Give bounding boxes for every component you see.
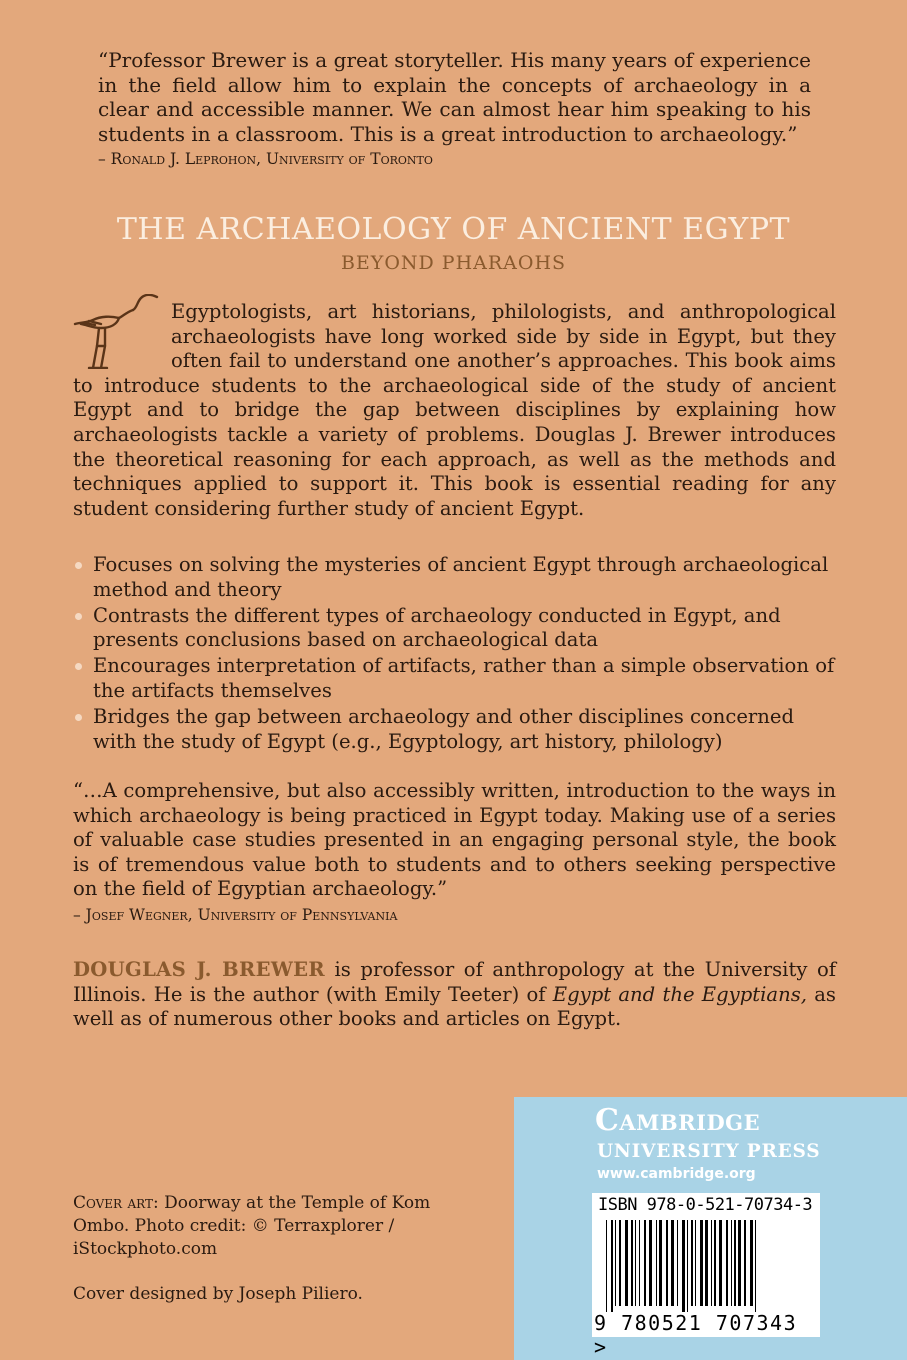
barcode-bar [649,1220,652,1306]
barcode-bar [738,1220,741,1306]
ibis-hieroglyph-icon [71,294,165,369]
barcode-bar [666,1220,668,1306]
list-item: Contrasts the different types of archaeology conducted in Egypt, and presents conclusions based on archaeological data [73,604,836,653]
barcode-bar [695,1220,696,1306]
list-item: Bridges the gap between archaeology and other disciplines concerned with the study of Egypt (e.g., Egyptology, art history, philology) [73,705,836,754]
book-description [73,300,836,521]
barcode-bar [639,1220,640,1306]
barcode-bar [677,1220,678,1306]
publisher-url: www.cambridge.org [597,1166,756,1182]
barcode-bar [705,1220,708,1306]
barcode-bar [635,1220,636,1306]
barcode-bar [700,1220,703,1306]
barcode-bar [606,1220,607,1312]
isbn-barcode [592,1193,820,1359]
barcode-bar [687,1220,688,1312]
barcode-bar [691,1220,693,1306]
publisher-name: Cambridge [595,1103,761,1138]
cover-designer-credit: Cover designed by Joseph Piliero. [73,1284,363,1304]
author-bio-text-1: is professor of anthropology at the University of Illinois. He is the author (with Emily Teeter) of [73,958,836,1006]
author-bio-text-2: as well as of numerous other books and articles on Egypt. [73,982,836,1031]
cover-art-text: Doorway at the Temple of Kom Ombo. Photo credit: © Terraxplorer / iStockphoto.com [73,1193,431,1259]
barcode-bar [682,1220,685,1312]
barcode-bar [656,1220,657,1306]
barcode-bar [750,1220,753,1306]
bullet-icon [75,562,82,569]
barcode-bar [726,1220,728,1306]
bottom-review-attribution: – Josef Wegner, University of Pennsylvania [73,905,398,924]
book-subtitle: BEYOND PHARAOHS [340,252,567,274]
top-review-attribution: – Ronald J. Leprohon, University of Toronto [98,150,433,168]
bullet-icon [75,714,82,721]
barcode-bar [615,1220,616,1306]
barcode-bar [659,1220,662,1306]
list-item: Encourages interpretation of artifacts, rather than a simple observation of the artifacts themselves [73,654,836,703]
bottom-review-quote [73,779,836,928]
list-item: Focuses on solving the mysteries of ancient Egypt through archaeological method and theory [73,553,836,602]
author-bio [73,958,836,1032]
barcode-bar [734,1220,736,1306]
barcode-bar [711,1220,712,1306]
barcode-bar [671,1220,674,1306]
related-book-title: Egypt and the Egyptians, [552,982,807,1006]
top-review-quote [98,48,811,172]
barcode-bar [719,1220,722,1306]
barcode-bar [619,1220,621,1306]
barcode-bar [625,1220,628,1306]
barcode-bar [714,1220,716,1306]
barcode-bar [611,1220,613,1312]
barcode-bars [606,1220,806,1312]
barcode-bar [644,1220,646,1306]
book-title: THE ARCHAEOLOGY OF ANCIENT EGYPT [116,212,791,247]
barcode-digits: 9 780521 707343 > [594,1311,798,1359]
barcode-bar [731,1220,732,1306]
barcode-bar [744,1220,746,1306]
barcode-bar [755,1220,756,1312]
barcode-bar [631,1220,633,1306]
top-review-text: “Professor Brewer is a great storyteller. His many years of experience in the field allow him to explain the concepts of archaeology in a clear and accessible manner. We can almost hear him speaking to his students in a classroom. This is a great introduction to archaeology.” [98,48,811,146]
cover-art-label: Cover art: [73,1193,159,1213]
publisher-subtitle: UNIVERSITY PRESS [597,1141,821,1162]
cover-art-credit [73,1192,443,1261]
isbn-label: ISBN 978-0-521-70734-3 [598,1195,813,1215]
bottom-review-text: “…A comprehensive, but also accessibly written, introduction to the ways in which archaeology is being practiced in Egypt today. Making use of a series of valuable case studies presented in an engaging personal style, the book is of tremendous value both to students and to others seeking perspective on the field of Egyptian archaeology.” [73,779,836,901]
bullet-icon [75,663,82,670]
description-text: Egyptologists, art historians, philologists, and anthropological archaeologists have long worked side by side in Egypt, but they often fail to understand one another’s approaches. This book aims to introduce students to the archaeological side of the study of ancient Egypt and to bridge the gap between disciplines by explaining how archaeologists tackle a variety of problems. Douglas J. Brewer introduces the theoretical reasoning for each approach, as well as the methods and techniques applied to support it. This book is essential reading for any student considering further study of ancient Egypt. [73,300,836,520]
author-name: DOUGLAS J. BREWER [73,958,325,981]
feature-list [73,553,836,756]
bullet-icon [75,613,82,620]
